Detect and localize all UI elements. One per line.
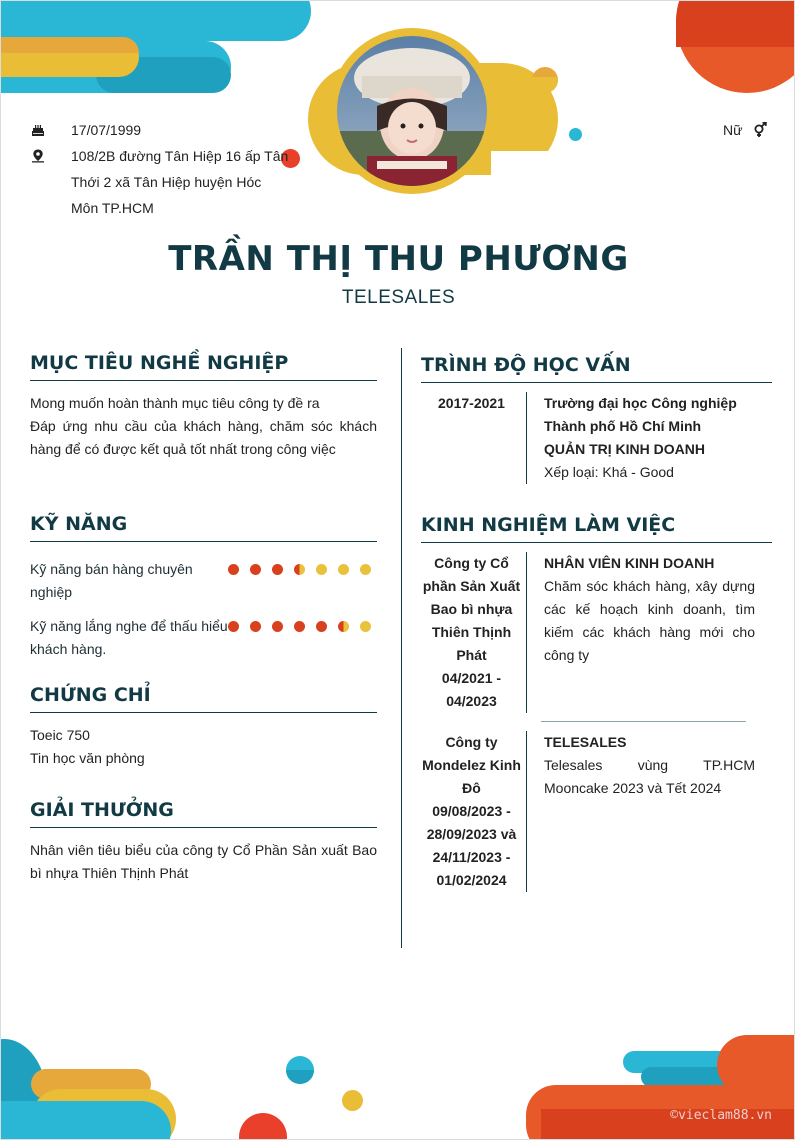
certificate-item: Tin học văn phòng xyxy=(30,750,145,766)
skill-dot xyxy=(316,621,327,632)
gender-row xyxy=(723,117,768,143)
skill-dot xyxy=(250,564,261,575)
deco-bottom-yellow-dot xyxy=(342,1090,363,1111)
address-line-1: 108/2B đường Tân Hiệp 16 ấp Tân xyxy=(71,148,289,164)
skill-rating xyxy=(228,558,371,604)
certificate-item: Toeic 750 xyxy=(30,727,90,743)
skill-dot xyxy=(338,564,349,575)
position: TELESALES xyxy=(544,734,627,750)
education-entry xyxy=(421,392,755,484)
birthdate-row xyxy=(31,117,291,143)
job-description: Chăm sóc khách hàng, xây dựng các kế hoạch kinh doanh, tìm kiếm các khách hàng mới cho công ty xyxy=(544,578,755,663)
gender-icon xyxy=(752,122,768,138)
deco-bottom-red-dot xyxy=(239,1113,287,1140)
gender: Nữ xyxy=(723,122,743,138)
skill-dot xyxy=(228,621,239,632)
skill-dot xyxy=(360,564,371,575)
personal-info xyxy=(31,117,291,221)
column-divider xyxy=(401,348,402,948)
objective-line-2: Đáp ứng nhu cầu của khách hàng, chăm sóc khách hàng để có được kết quả tốt nhất trong công việc xyxy=(30,418,377,457)
experience-company-period xyxy=(421,552,526,713)
skill-dot xyxy=(250,621,261,632)
birthdate: 17/07/1999 xyxy=(71,122,142,138)
school-name: Trường đại học Công nghiệp Thành phố Hồ Chí Minh xyxy=(544,395,737,434)
address-row xyxy=(31,143,291,221)
skill-dot xyxy=(272,621,283,632)
awards-title: GIẢI THƯỞNG xyxy=(30,799,377,828)
skill-dot xyxy=(294,564,305,575)
experience-entry xyxy=(421,552,755,713)
job-description: Telesales vùng TP.HCM Mooncake 2023 và Tết 2024 xyxy=(544,757,755,796)
skill-dot xyxy=(316,564,327,575)
skill-dot xyxy=(272,564,283,575)
avatar-photo xyxy=(337,36,487,186)
experience-separator xyxy=(541,721,746,722)
deco-small-cyan-dot xyxy=(569,128,582,141)
work-period: 04/2021 - 04/2023 xyxy=(441,670,502,709)
award-text: Nhân viên tiêu biểu của công ty Cổ Phần Sản xuất Bao bì nhựa Thiên Thịnh Phát xyxy=(30,842,377,881)
cake-icon xyxy=(31,117,71,137)
deco-white-mask xyxy=(491,151,791,191)
company-name: Công ty Mondelez Kinh Đô xyxy=(422,734,521,796)
deco-top-left-orange xyxy=(0,37,139,53)
objective-title: MỤC TIÊU NGHỀ NGHIỆP xyxy=(30,352,377,381)
education-title: TRÌNH ĐỘ HỌC VẤN xyxy=(421,354,772,383)
grade: Xếp loại: Khá - Good xyxy=(544,464,674,480)
deco-top-left-cyan xyxy=(0,0,311,41)
job-title: TELESALES xyxy=(341,287,456,308)
avatar xyxy=(329,28,495,194)
major: QUẢN TRỊ KINH DOANH xyxy=(544,441,705,457)
certificates-title: CHỨNG CHỈ xyxy=(30,684,377,713)
address-line-2: Thới 2 xã Tân Hiệp huyện Hóc xyxy=(71,174,262,190)
experience-title: KINH NGHIỆM LÀM VIỆC xyxy=(421,514,772,543)
full-name: TRẦN THỊ THU PHƯƠNG xyxy=(168,239,629,279)
location-pin-icon xyxy=(31,143,71,163)
skill-dot xyxy=(228,564,239,575)
skills-title: KỸ NĂNG xyxy=(30,513,377,542)
skill-label: Kỹ năng lắng nghe để thấu hiểu khách hàng. xyxy=(30,618,228,657)
skill-rating xyxy=(228,615,371,661)
experience-entry xyxy=(421,731,755,892)
experience-company-period xyxy=(421,731,526,892)
work-period: 09/08/2023 - 28/09/2023 và 24/11/2023 - 01/02/2024 xyxy=(426,803,517,888)
skill-row xyxy=(30,558,380,604)
address-line-3: Môn TP.HCM xyxy=(71,200,154,216)
experience-detail xyxy=(527,552,755,713)
skill-dot xyxy=(360,621,371,632)
education-period: 2017-2021 xyxy=(438,395,505,411)
objective-line-1: Mong muốn hoàn thành mục tiêu công ty đề ra xyxy=(30,395,320,411)
company-name: Công ty Cổ phần Sản Xuất Bao bì nhựa Thiên Thịnh Phát xyxy=(422,555,521,663)
experience-detail xyxy=(527,731,755,892)
skill-dot xyxy=(294,621,305,632)
deco-bottom-left-cyan xyxy=(0,1101,171,1140)
skill-row xyxy=(30,615,380,661)
position: NHÂN VIÊN KINH DOANH xyxy=(544,555,715,571)
deco-top-right-red xyxy=(676,0,795,47)
deco-bottom-cyan-dot-half xyxy=(286,1070,314,1084)
address xyxy=(71,143,288,221)
skill-dot xyxy=(338,621,349,632)
skill-label: Kỹ năng bán hàng chuyên nghiệp xyxy=(30,561,193,600)
watermark: ©vieclam88.vn xyxy=(670,1108,772,1123)
education-detail xyxy=(527,392,755,484)
